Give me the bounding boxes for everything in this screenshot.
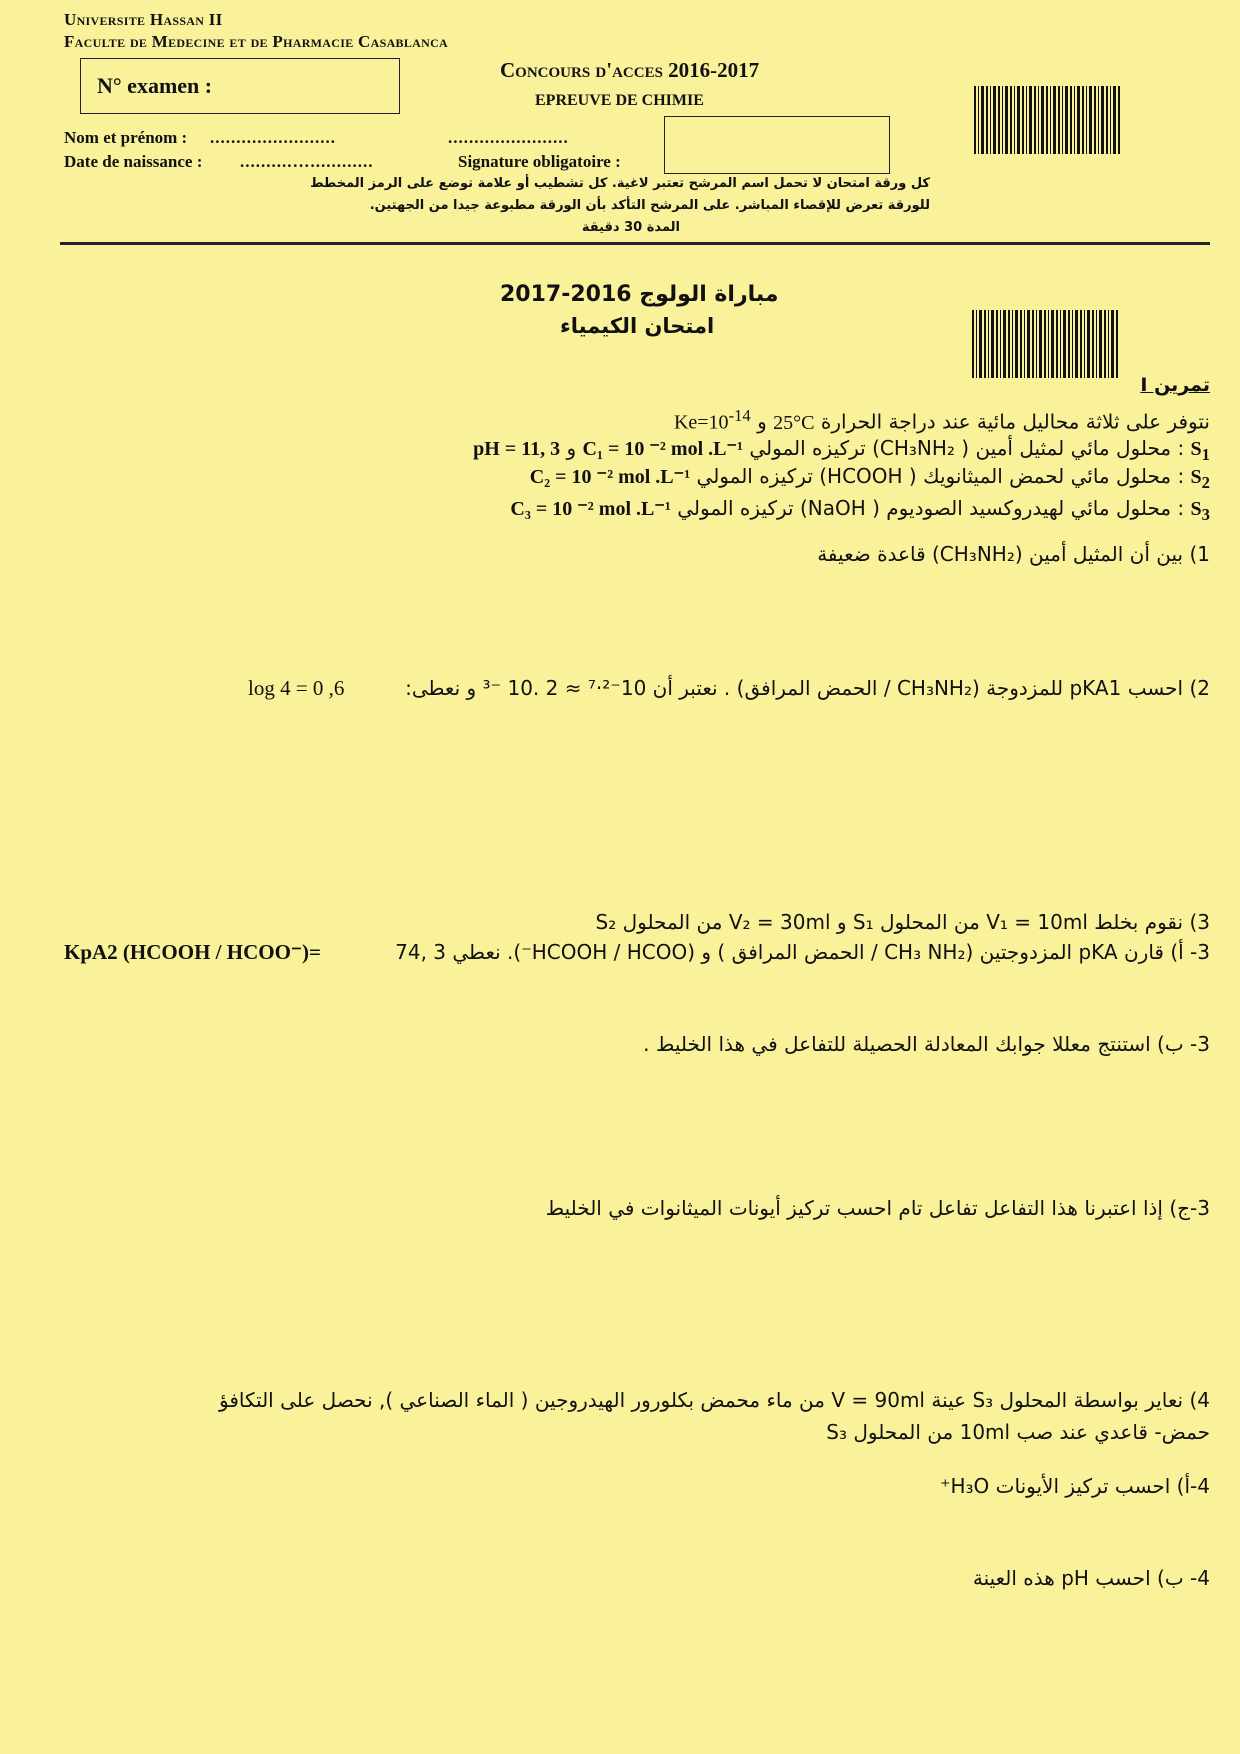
question-2: 2) احسب pKA1 للمزدوجة (CH₃NH₂ / الحمض المرافق) . نعتبر أن 10⁻²·⁷ ≈ 2 .10 ⁻³ و نعطى: xyxy=(405,676,1210,700)
signature-box[interactable] xyxy=(664,116,890,174)
university-name: Universite Hassan II xyxy=(64,10,223,29)
question-2-given: log 4 = 0 ,6 xyxy=(248,676,345,700)
solution-s1 xyxy=(473,436,1210,465)
question-3c: 3-ج) إذا اعتبرنا هذا التفاعل تفاعل تام احسب تركيز أيونات الميثانوات في الخليط xyxy=(545,1196,1210,1220)
name-dots-2[interactable]: ....................... xyxy=(448,128,569,147)
question-1: 1) بين أن المثيل أمين (CH₃NH₂) قاعدة ضعيفة xyxy=(817,542,1210,566)
notice-line-2: للورقة تعرض للإقصاء المباشر. على المرشح التأكد بأن الورقة مطبوعة جيدا من الجهتين. xyxy=(369,198,930,213)
question-3a: 3- أ) قارن pKA المزدوجتين (CH₃ NH₂ / الحمض المرافق ) و (HCOOH / HCOO⁻). نعطي 3 ,74 xyxy=(395,940,1210,964)
concours-title: Concours d'acces 2016-2017 xyxy=(500,58,760,82)
s3-label: $S_3$ xyxy=(1190,498,1210,524)
s3-conc: C₃ = 10 ⁻² mol .L⁻¹ xyxy=(510,498,671,520)
s1-ph: pH = 11, 3 xyxy=(473,438,561,460)
intro-ke: $Ke=10^{-14}$ xyxy=(673,406,751,434)
barcode-middle xyxy=(972,310,1118,378)
epreuve-title: EPREUVE DE CHIMIE xyxy=(535,92,704,109)
s1-and: و xyxy=(566,436,577,460)
dob-dots[interactable]: ..........…............ xyxy=(240,152,374,171)
notice-line-1: كل ورقة امتحان لا تحمل اسم المرشح تعتبر لاغية. كل تشطيب أو علامة توضع على الرمز المخطط xyxy=(310,176,930,191)
intro-and: و xyxy=(757,409,767,434)
s2-conc: C₂ = 10 ⁻² mol .L⁻¹ xyxy=(529,466,691,488)
barcode-top xyxy=(974,86,1120,154)
s2-text: : محلول مائي لحمض الميثانويك ( HCOOH) تركيزه المولي xyxy=(696,464,1185,488)
exam-number-box[interactable] xyxy=(80,58,400,114)
faculty-name: Faculte de Medecine et de Pharmacie Casablanca xyxy=(64,32,449,51)
s1-label: $S_1$ xyxy=(1190,438,1210,464)
intro-temp: 25°C xyxy=(773,411,815,434)
intro-text: نتوفر على ثلاثة محاليل مائية عند دراجة الحرارة xyxy=(820,409,1210,434)
question-3a-given: KpA2 (HCOOH / HCOO⁻)= xyxy=(64,940,321,964)
exam-title-ar: مباراة الولوج 2016-2017 xyxy=(500,282,779,307)
exercise-heading: تمرين I xyxy=(1140,374,1210,396)
s1-text: : محلول مائي لمثيل أمين ( CH₃NH₂) تركيزه المولي xyxy=(749,436,1185,460)
dob-label: Date de naissance : xyxy=(64,152,203,171)
header-divider xyxy=(60,242,1210,245)
question-4-cont: حمض- قاعدي عند صب 10ml من المحلول S₃ xyxy=(826,1420,1210,1444)
solution-s2 xyxy=(530,464,1210,493)
name-label: Nom et prénom : xyxy=(64,128,188,147)
s3-text: : محلول مائي لهيدروكسيد الصوديوم ( NaOH) تركيزه المولي xyxy=(677,496,1185,520)
question-3: 3) نقوم بخلط V₁ = 10ml من المحلول S₁ و V₂ = 30ml من المحلول S₂ xyxy=(595,910,1210,934)
s1-conc: C₁ = 10 ⁻² mol .L⁻¹ xyxy=(582,438,744,460)
notice-duration: المدة 30 دقيقة xyxy=(581,220,680,235)
question-4b: 4- ب) احسب pH هذه العينة xyxy=(972,1566,1210,1590)
name-dots[interactable]: ........................ xyxy=(210,128,336,147)
signature-label: Signature obligatoire : xyxy=(458,152,621,171)
intro-line xyxy=(674,406,1210,435)
question-3b: 3- ب) استنتج معللا جوابك المعادلة الحصيلة للتفاعل في هذا الخليط . xyxy=(643,1032,1210,1056)
exam-number-label: N° examen : xyxy=(97,73,213,98)
exam-subtitle-ar: امتحان الكيمياء xyxy=(560,314,715,338)
s2-label: $S_2$ xyxy=(1190,466,1210,492)
question-4: 4) نعاير بواسطة المحلول S₃ عينة V = 90ml من ماء محمض بكلورور الهيدروجين ( الماء الصناعي ), نحصل على التكافؤ xyxy=(219,1388,1210,1412)
solution-s3 xyxy=(510,496,1210,525)
question-4a: 4-أ) احسب تركيز الأيونات H₃O⁺ xyxy=(939,1474,1210,1498)
